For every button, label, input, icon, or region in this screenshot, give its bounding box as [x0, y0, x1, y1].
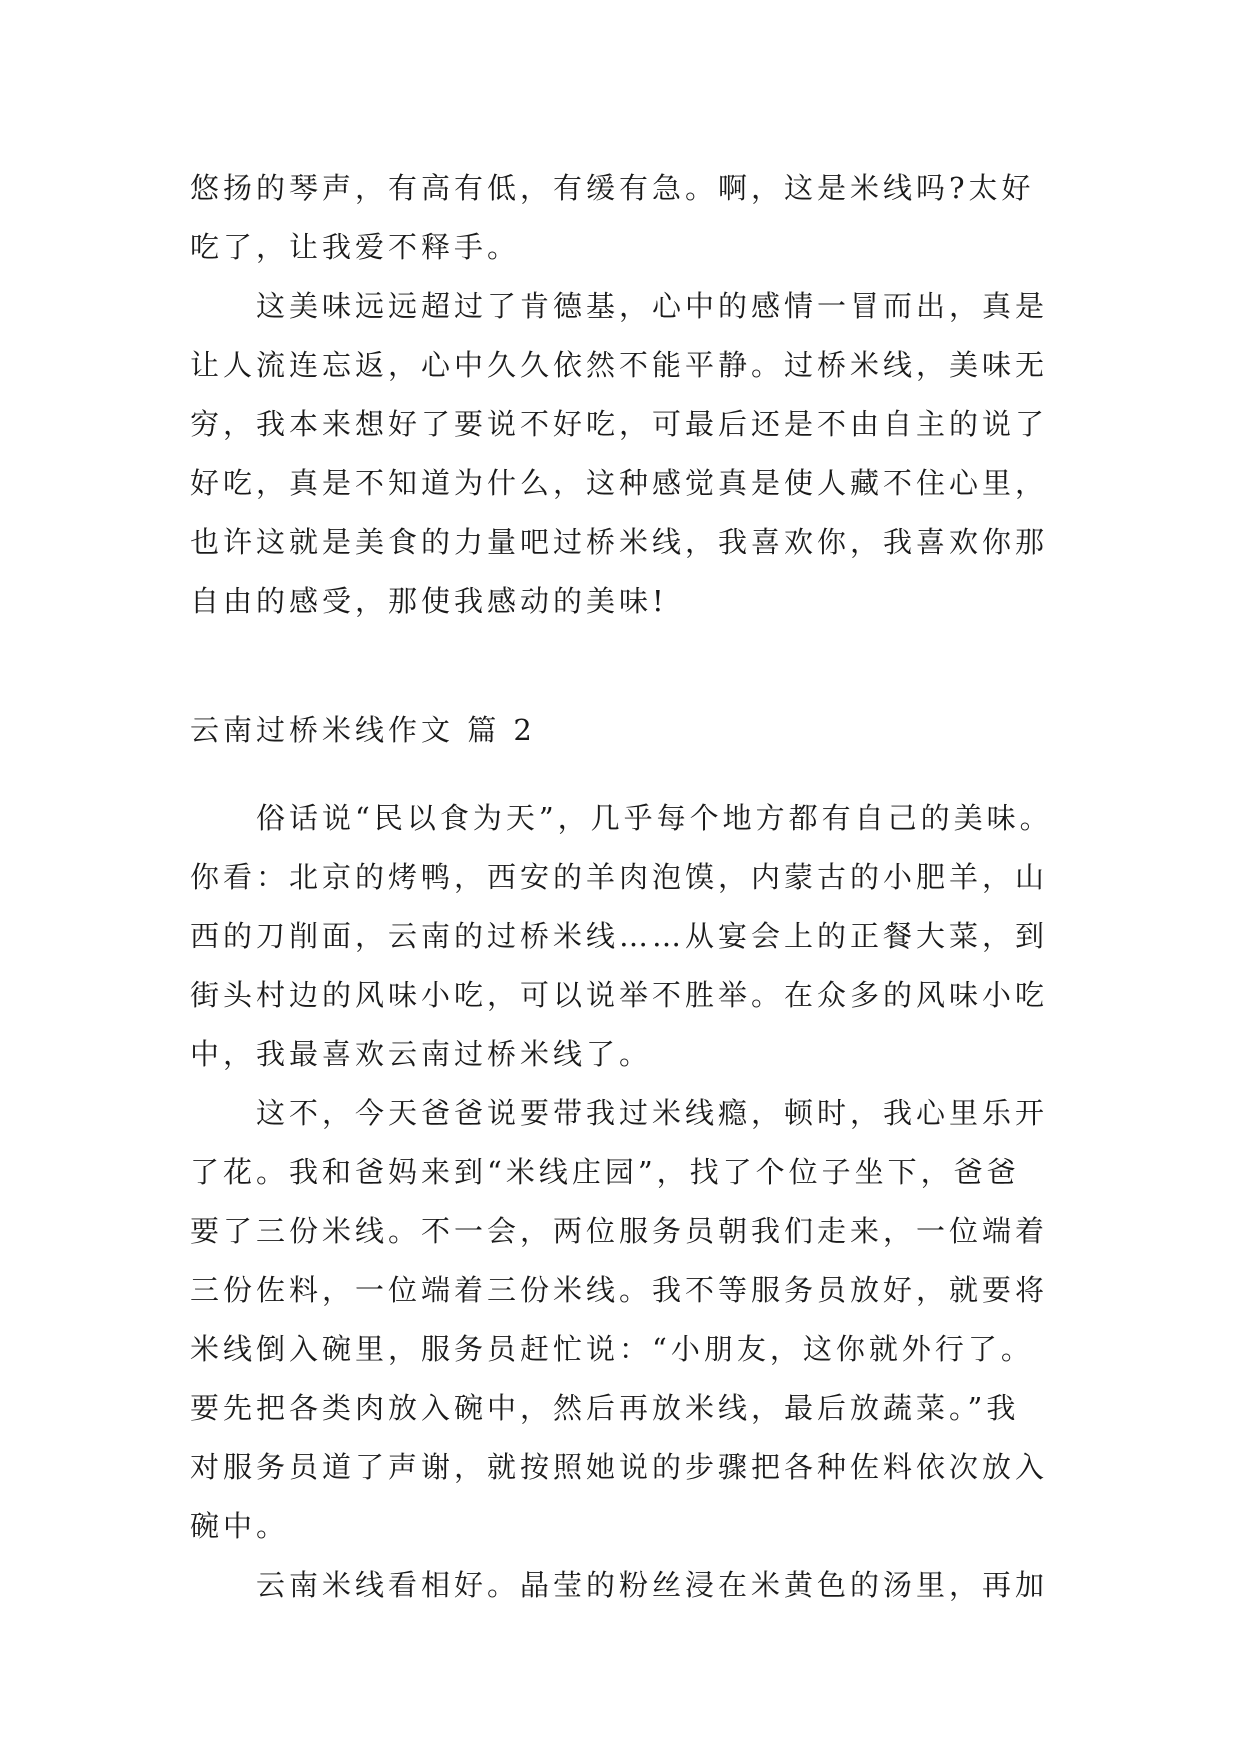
- text-line: 吃了，让我爱不释手。: [190, 230, 521, 264]
- text-line: 三份佐料，一位端着三份米线。我不等服务员放好，就要将: [190, 1273, 1049, 1307]
- text-line: 对服务员道了声谢，就按照她说的步骤把各种佐料依次放入: [190, 1450, 1049, 1484]
- text-line: 要先把各类肉放入碗中，然后再放米线，最后放蔬菜。”我: [190, 1391, 1020, 1425]
- text-line: 中，我最喜欢云南过桥米线了。: [190, 1037, 653, 1071]
- paragraph: [190, 277, 1060, 631]
- text-line: 米线倒入碗里，服务员赶忙说：“小朋友，这你就外行了。: [190, 1332, 1034, 1366]
- text-line: 西的刀削面，云南的过桥米线……从宴会上的正餐大菜，到: [190, 919, 1049, 953]
- text-line: 悠扬的琴声，有高有低，有缓有急。啊，这是米线吗?太好: [190, 171, 1035, 205]
- text-line: 你看：北京的烤鸭，西安的羊肉泡馍，内蒙古的小肥羊，山: [190, 860, 1049, 894]
- paragraph: [190, 789, 1060, 1084]
- text-line: 好吃，真是不知道为什么，这种感觉真是使人藏不住心里，: [190, 466, 1049, 500]
- text-line: 这不，今天爸爸说要带我过米线瘾，顿时，我心里乐开: [256, 1096, 1049, 1130]
- text-line: 要了三份米线。不一会，两位服务员朝我们走来，一位端着: [190, 1214, 1049, 1248]
- document-body: [190, 159, 1060, 1615]
- paragraph: [190, 1556, 1060, 1615]
- text-line: 这美味远远超过了肯德基，心中的感情一冒而出，真是: [256, 289, 1049, 323]
- text-line: 让人流连忘返，心中久久依然不能平静。过桥米线，美味无: [190, 348, 1049, 382]
- text-line: 街头村边的风味小吃，可以说举不胜举。在众多的风味小吃: [190, 978, 1049, 1012]
- text-line: 也许这就是美食的力量吧过桥米线，我喜欢你，我喜欢你那: [190, 525, 1049, 559]
- text-line: 自由的感受，那使我感动的美味!: [190, 584, 668, 618]
- paragraph: [190, 1084, 1060, 1556]
- text-line: 了花。我和爸妈来到“米线庄园”，找了个位子坐下，爸爸: [190, 1155, 1020, 1189]
- text-line: 穷，我本来想好了要说不好吃，可最后还是不由自主的说了: [190, 407, 1049, 441]
- text-line: 碗中。: [190, 1509, 290, 1543]
- text-line: 俗话说“民以食为天”，几乎每个地方都有自己的美味。: [256, 801, 1053, 835]
- text-line: 云南米线看相好。晶莹的粉丝浸在米黄色的汤里，再加: [256, 1568, 1049, 1602]
- paragraph: [190, 159, 1060, 277]
- section-heading: 云南过桥米线作文 篇 2: [190, 713, 536, 747]
